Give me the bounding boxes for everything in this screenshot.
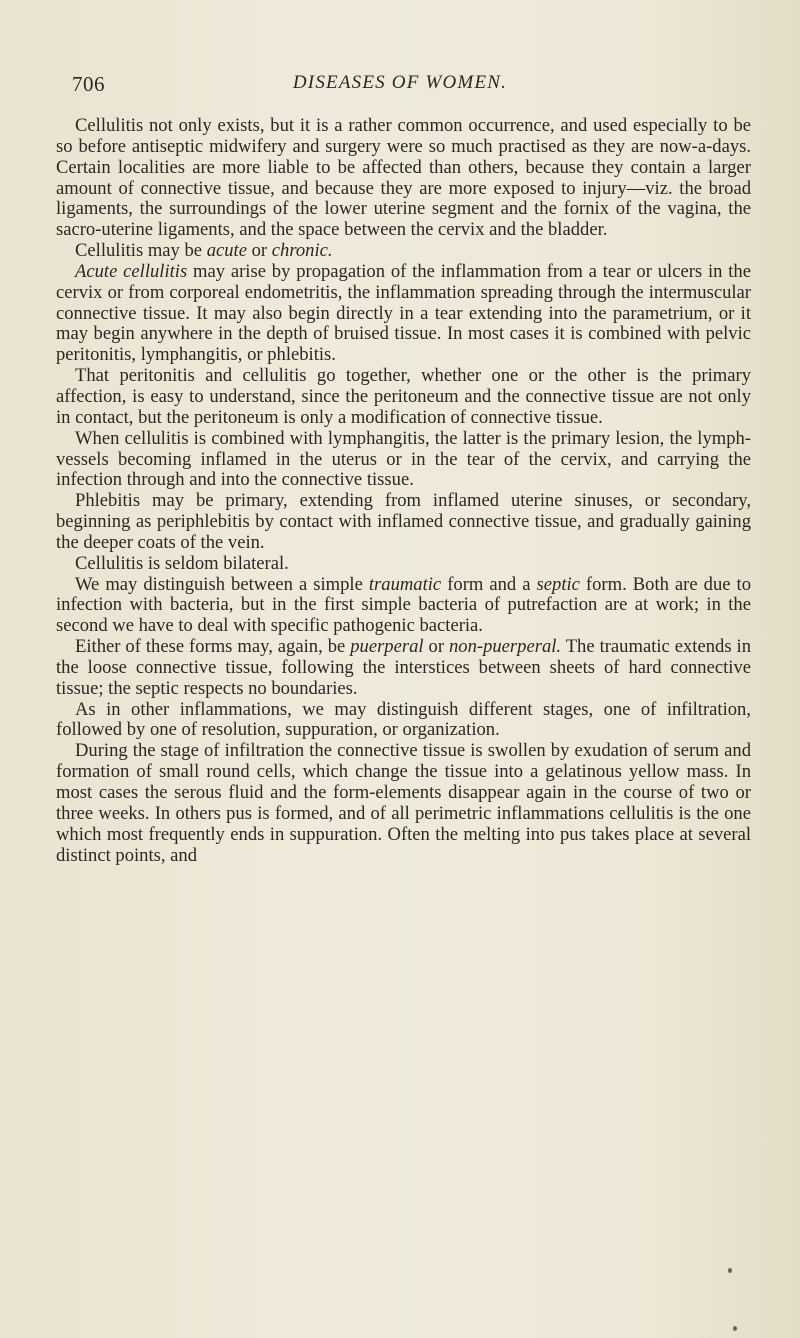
text-run: Either of these forms may, again, be	[75, 636, 351, 658]
text-run: When cellulitis is combined with lymphangitis, the latter is the primary lesion, the lymph-vessels becoming inflamed in the uterus or in the tear of the cervix, and carrying the infection through and into the connective tissue.	[56, 427, 751, 491]
running-head: DISEASES OF WOMEN.	[292, 72, 508, 93]
text-run: We may distinguish between a simple	[75, 573, 369, 595]
text-run: Cellulitis may be	[75, 240, 207, 262]
italic-text: chronic.	[271, 240, 333, 262]
italic-text: acute	[206, 240, 247, 262]
text-run: form. Both are due to infection with bacteria, but in the first simple bacteria of putrefaction are at work; in the second we have to deal with specific pathogenic bacteria.	[56, 573, 751, 637]
page-number: 706	[72, 72, 105, 96]
text-run: Cellulitis is seldom bilateral.	[75, 552, 289, 574]
text-run: or	[246, 240, 272, 262]
page-header	[40, 72, 760, 102]
text-run: Phlebitis may be primary, extending from inflamed uterine sinuses, or secondary, beginning as periphlebitis by contact with inflamed connective tissue, and gradually gaining the deeper coats of the vein.	[56, 490, 751, 553]
ink-speck	[733, 1326, 737, 1331]
text-run: form and a	[441, 573, 537, 595]
paragraph	[56, 366, 751, 429]
body-text	[56, 116, 751, 866]
paragraph	[56, 637, 751, 700]
italic-text: traumatic	[368, 573, 442, 595]
paragraph	[56, 241, 751, 262]
paragraph	[56, 491, 751, 554]
italic-text: non-puerperal.	[449, 636, 562, 658]
text-run: or	[423, 636, 449, 658]
paragraph	[56, 700, 751, 742]
paragraph	[56, 116, 751, 241]
text-run: Cellulitis not only exists, but it is a rather common occurrence, and used especially to be so before antiseptic midwifery and surgery were so much practised as they are now-a-days. Certain localities are more liable to be affected than others, because they contain a larger amount of connective tissue, and because they are more exposed to injury—viz. the broad ligaments, the surroundings of the lower uterine segment and the fornix of the vagina, the sacro-uterine ligaments, and the space between the cervix and the bladder.	[56, 115, 751, 241]
paragraph	[56, 429, 751, 492]
italic-text: Acute cellulitis	[75, 260, 188, 282]
paragraph	[56, 554, 751, 575]
text-run: That peritonitis and cellulitis go together, whether one or the other is the primary affection, is easy to understand, since the peritoneum and the connective tissue are not only in contact, but the peritoneum is only a modification of connective tissue.	[56, 365, 751, 428]
text-run: As in other inflammations, we may distinguish different stages, one of infiltration, followed by one of resolution, suppuration, or organization.	[56, 698, 751, 741]
italic-text: puerperal	[350, 636, 424, 658]
ink-speck	[728, 1268, 732, 1273]
paragraph	[56, 262, 751, 366]
text-run: may arise by propagation of the inflammation from a tear or ulcers in the cervix or from corporeal endometritis, the inflammation spreading through the intermuscular connective tissue. It may also begin directly in a tear extending into the parametrium, or it may begin anywhere in the depth of bruised tissue. In most cases it is combined with pelvic peritonitis, lymphangitis, or phlebitis.	[56, 260, 751, 366]
paragraph	[56, 575, 751, 638]
italic-text: septic	[536, 573, 580, 595]
paragraph	[56, 741, 751, 866]
text-run: During the stage of infiltration the connective tissue is swollen by exudation of serum and formation of small round cells, which change the tissue into a gelatinous yellow mass. In most cases the serous fluid and the form-elements disappear again in the course of two or three weeks. In others pus is formed, and of all perimetric inflammations cellulitis is the one which most frequently ends in suppuration. Often the melting into pus takes place at several distinct points, and	[56, 740, 751, 866]
text-run: The traumatic extends in the loose connective tissue, following the interstices between sheets of hard connective tissue; the septic respects no boundaries.	[56, 636, 751, 699]
